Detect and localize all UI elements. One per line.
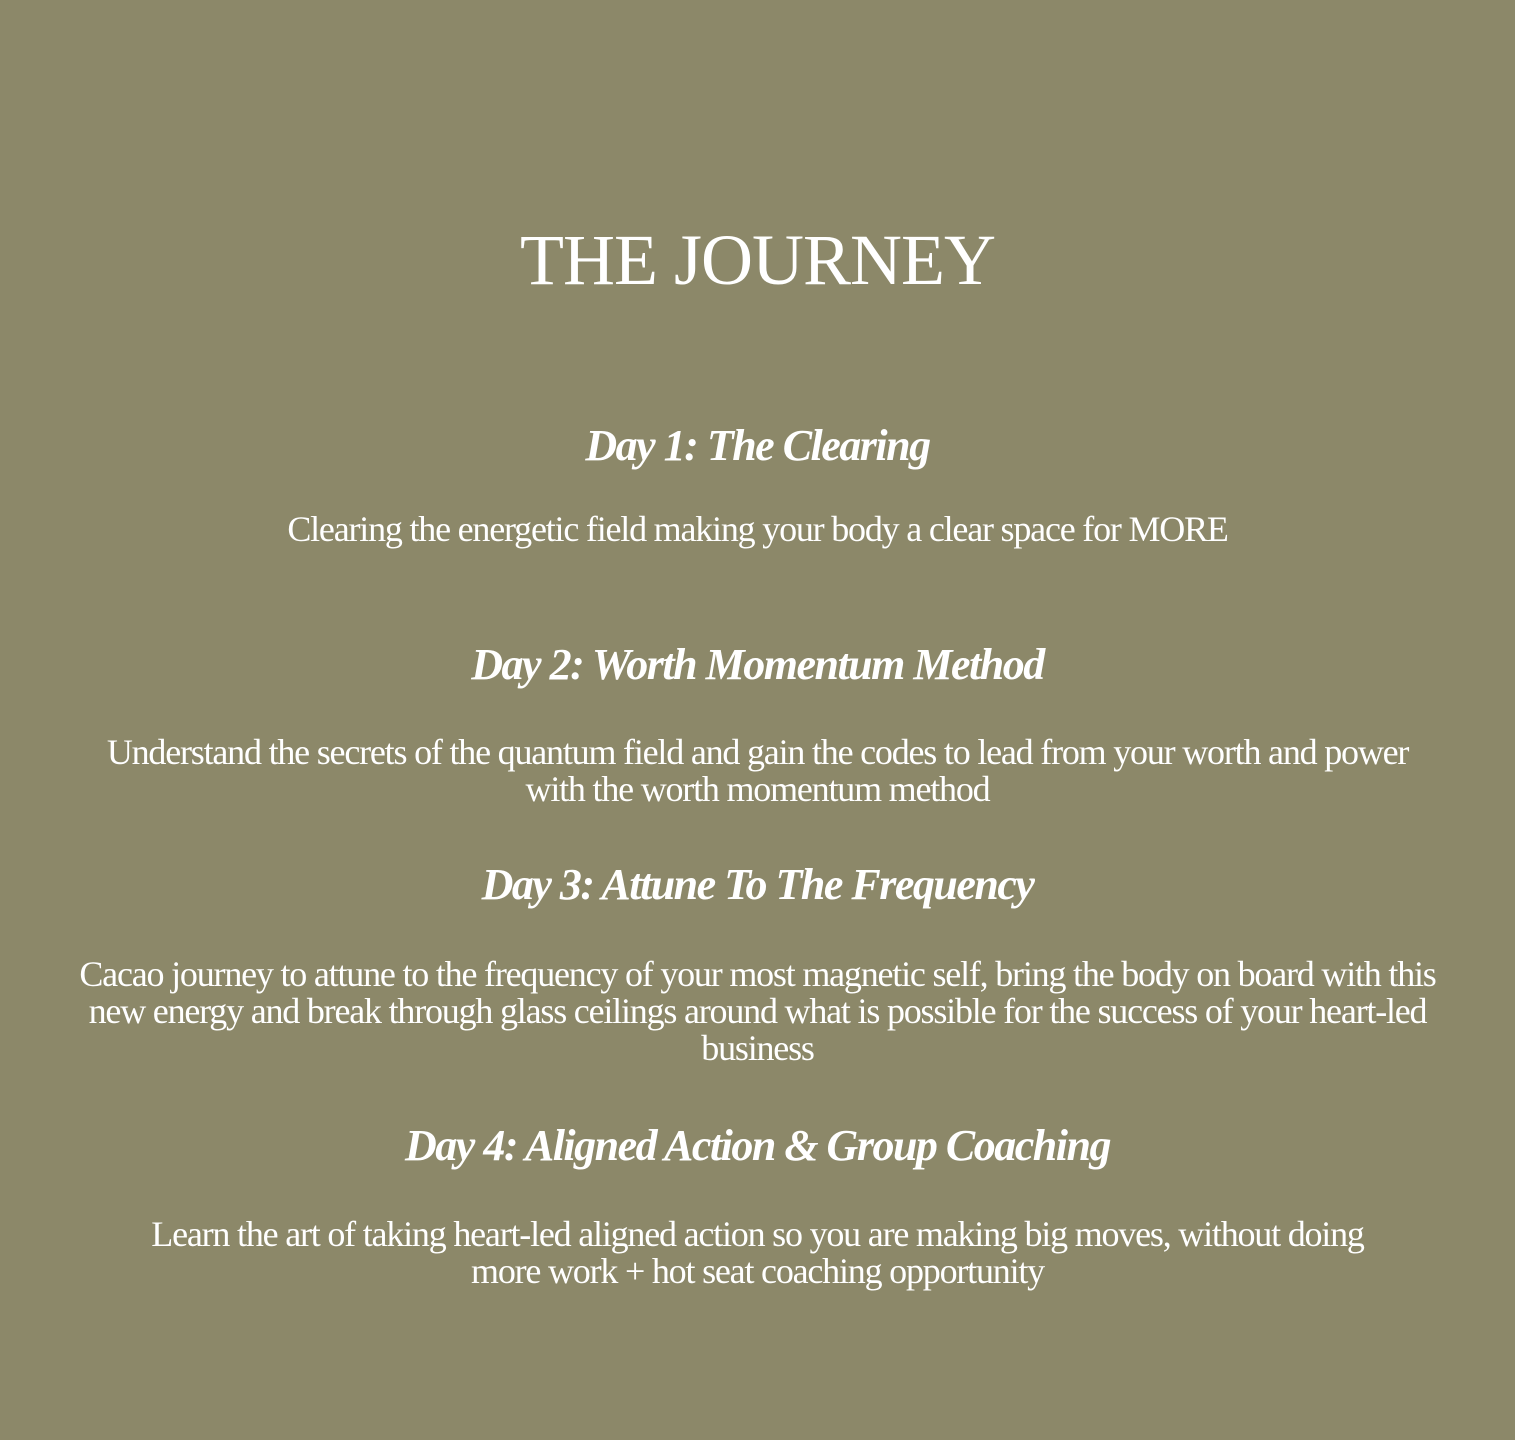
day-2-description: Understand the secrets of the quantum field and gain the codes to lead from your worth and power with the worth momentum method: [106, 732, 1409, 809]
day-4-description: Learn the art of taking heart-led aligned action so you are making big moves, without doing more work + hot seat coaching opportunity: [151, 1214, 1364, 1291]
day-2-title: Day 2: Worth Momentum Method: [471, 640, 1044, 689]
day-4-title: Day 4: Aligned Action & Group Coaching: [405, 1121, 1110, 1170]
day-3-description: Cacao journey to attune to the frequency of your most magnetic self, bring the body on board with this new energy and break through glass ceilings around what is possible for the success of your heart-led business: [79, 954, 1436, 1068]
day-1-title: Day 1: The Clearing: [585, 421, 930, 470]
day-1-description: Clearing the energetic field making your body a clear space for MORE: [287, 509, 1228, 549]
page-title: THE JOURNEY: [520, 220, 995, 300]
day-3-title: Day 3: Attune To The Frequency: [481, 860, 1034, 909]
